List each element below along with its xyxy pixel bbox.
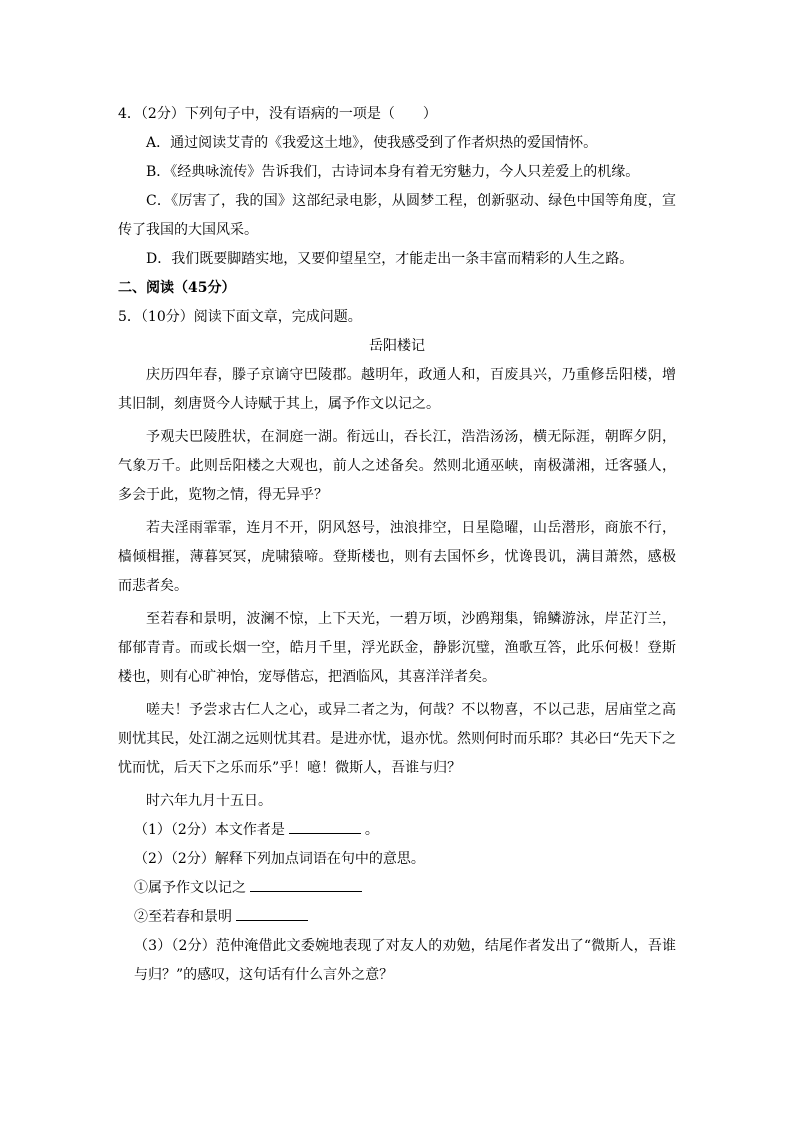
- sub-question-2a-text: ①属予作文以记之: [134, 880, 246, 896]
- question-5-stem: 5．（10分）阅读下面文章，完成问题。: [118, 309, 362, 325]
- question-4-option-d: D．我们既要脚踏实地，又要仰望星空，才能走出一条丰富而精彩的人生之路。: [146, 251, 634, 267]
- passage-title: 岳阳楼记: [369, 338, 425, 354]
- sub-question-2a: [118, 874, 676, 903]
- sub-question-1-text: （1）（2分）本文作者是: [134, 822, 285, 838]
- page-content: [118, 100, 676, 990]
- sub-question-1-end: 。: [364, 822, 379, 838]
- question-4-option-a: A．通过阅读艾青的《我爱这土地》，使我感受到了作者炽热的爱国情怀。: [146, 135, 598, 151]
- sub-question-1: [118, 816, 676, 845]
- answer-blank-2b[interactable]: [236, 906, 308, 921]
- sub-question-2b-text: ②至若春和景明: [134, 909, 232, 925]
- answer-blank-2a[interactable]: [250, 877, 362, 892]
- answer-blank-author[interactable]: [289, 819, 361, 834]
- passage-paragraph: 予观夫巴陵胜状，在洞庭一湖。衔远山，吞长江，浩浩汤汤，横无际涯，朝晖夕阴，气象万千。此则岳阳楼之大观也，前人之述备矣。然则北通巫峡，南极潇湘，迁客骚人，多会于此，览物之情，得无异乎？: [118, 429, 676, 503]
- section-heading: 二、阅读（45分）: [118, 280, 236, 296]
- question-4-stem: 4．（2分）下列句子中，没有语病的一项是（ ）: [118, 106, 437, 122]
- passage-paragraph: 若夫淫雨霏霏，连月不开，阴风怒号，浊浪排空，日星隐曜，山岳潜形，商旅不行，樯倾楫摧，薄暮冥冥，虎啸猿啼。登斯楼也，则有去国怀乡，忧谗畏讥，满目萧然，感极而悲者矣。: [118, 520, 676, 594]
- sub-question-2: （2）（2分）解释下列加点词语在句中的意思。: [134, 851, 425, 867]
- passage-date: 时六年九月十五日。: [146, 793, 272, 809]
- question-4-option-c: C．《厉害了，我的国》这部纪录电影，从圆梦工程，创新驱动、绿色中国等角度，宣传了我国的大国风采。: [118, 193, 676, 238]
- passage-paragraph: 庆历四年春，滕子京谪守巴陵郡。越明年，政通人和，百废具兴，乃重修岳阳楼，增其旧制，刻唐贤今人诗赋于其上，属予作文以记之。: [118, 367, 676, 412]
- sub-question-3: （3）（2分）范仲淹借此文委婉地表现了对友人的劝勉，结尾作者发出了“微斯人，吾谁与归？”的感叹，这句话有什么言外之意？: [134, 938, 676, 983]
- passage-paragraph: 嗟夫！予尝求古仁人之心，或异二者之为，何哉？不以物喜，不以己悲，居庙堂之高则忧其民，处江湖之远则忧其君。是进亦忧，退亦忧。然则何时而乐耶？其必曰“先天下之忧而忧，后天下之乐而乐”乎！噫！微斯人，吾谁与归？: [118, 702, 676, 776]
- question-4-option-b: B．《经典咏流传》告诉我们，古诗词本身有着无穷魅力，今人只差爱上的机缘。: [146, 164, 640, 180]
- passage-paragraph: 至若春和景明，波澜不惊，上下天光，一碧万顷，沙鸥翔集，锦鳞游泳，岸芷汀兰，郁郁青青。而或长烟一空，皓月千里，浮光跃金，静影沉璧，渔歌互答，此乐何极！登斯楼也，则有心旷神怡，宠辱偕忘，把酒临风，其喜洋洋者矣。: [118, 611, 676, 685]
- sub-question-2b: [118, 903, 676, 932]
